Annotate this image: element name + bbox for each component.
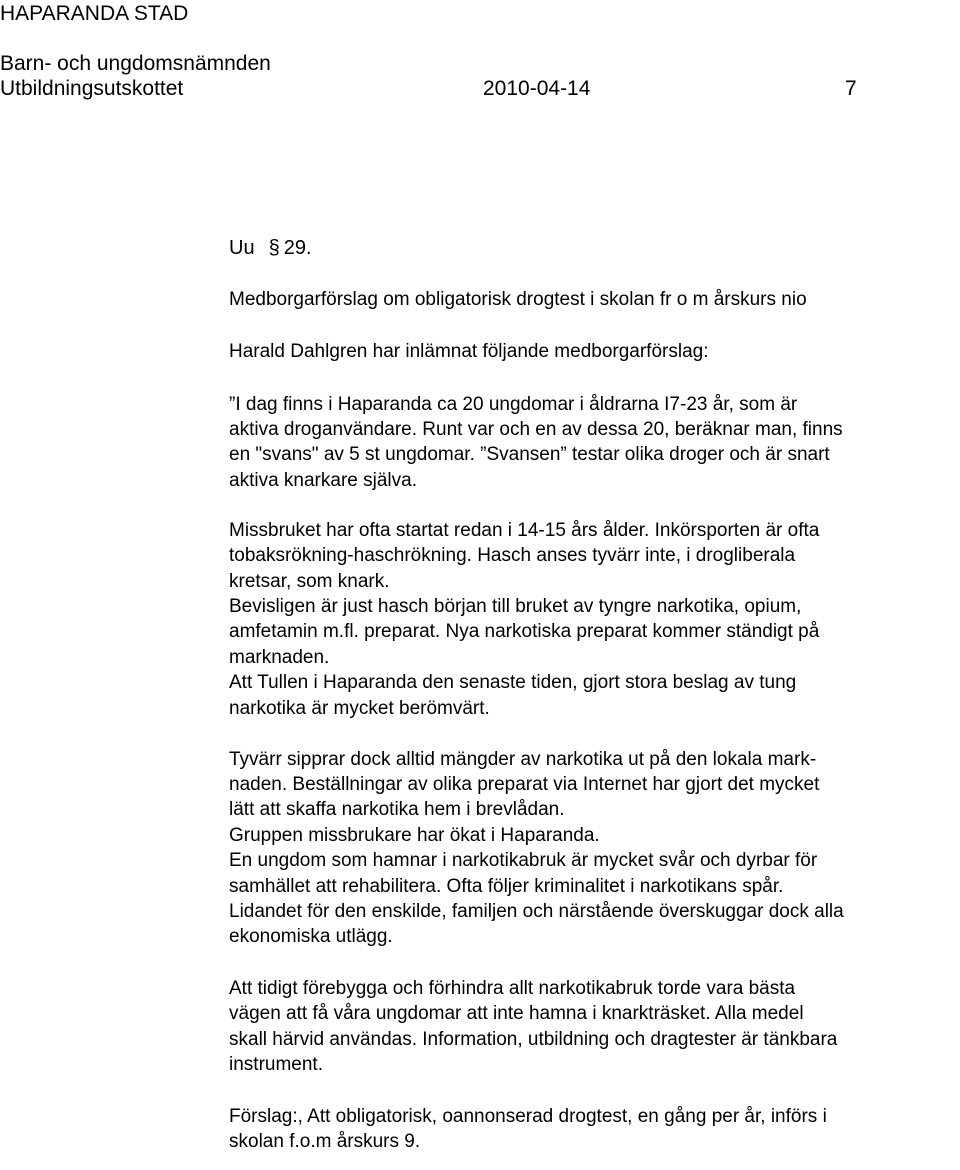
- paragraph-number: [229, 236, 312, 260]
- text-line: Missbruket har ofta startat redan i 14-15 års ålder. Inkörsporten är ofta: [229, 520, 820, 541]
- text-line: instrument.: [229, 1054, 323, 1075]
- text-line: En ungdom som hamnar i narkotikabruk är mycket svår och dyrbar för: [229, 850, 818, 871]
- text-line: amfetamin m.fl. preparat. Nya narkotiska preparat kommer ständigt på: [229, 621, 820, 642]
- subcommittee-name: Utbildningsutskottet: [0, 77, 184, 100]
- proposal-line: skolan f.o.m årskurs 9.: [229, 1131, 421, 1152]
- intro-line: Harald Dahlgren har inlämnat följande medborgarförslag:: [229, 341, 709, 362]
- text-line: Tyvärr sipprar dock alltid mängder av narkotika ut på den lokala mark-: [229, 749, 817, 770]
- text-line: Lidandet för den enskilde, familjen och närstående överskuggar dock alla: [229, 901, 844, 922]
- text-line: kretsar, som knark.: [229, 571, 390, 592]
- text-line: naden. Beställningar av olika preparat via Internet har gjort det mycket: [229, 774, 820, 795]
- document-title: Medborgarförslag om obligatorisk drogtest i skolan fr o m årskurs nio: [229, 289, 807, 310]
- paragraph-prefix: Uu: [229, 237, 255, 259]
- paragraph-number-value: 29.: [283, 237, 312, 259]
- text-line: lätt att skaffa narkotika hem i brevlådan.: [229, 799, 565, 820]
- proposal-line: Förslag:, Att obligatorisk, oannonserad drogtest, en gång per år, införs i: [229, 1106, 827, 1127]
- page-number: 7: [845, 77, 857, 100]
- text-line: Att Tullen i Haparanda den senaste tiden, gjort stora beslag av tung: [229, 672, 797, 693]
- text-line: narkotika är mycket berömvärt.: [229, 698, 490, 719]
- text-line: marknaden.: [229, 647, 330, 668]
- text-line: vägen att få våra ungdomar att inte hamna i knarkträsket. Alla medel: [229, 1003, 804, 1024]
- text-line: ekonomiska utlägg.: [229, 926, 393, 947]
- text-line: en "svans" av 5 st ungdomar. ”Svansen” testar olika droger och är snart: [229, 444, 830, 465]
- meeting-date: 2010-04-14: [483, 77, 591, 100]
- text-line: aktiva knarkare själva.: [229, 470, 417, 491]
- section-symbol: §: [268, 237, 280, 259]
- text-line: skall härvid användas. Information, utbildning och dragtester är tänkbara: [229, 1029, 838, 1050]
- text-line: aktiva droganvändare. Runt var och en av dessa 20, beräknar man, finns: [229, 419, 843, 440]
- text-line: Att tidigt förebygga och förhindra allt narkotikabruk torde vara bästa: [229, 978, 796, 999]
- text-line: tobaksrökning-haschrökning. Hasch anses tyvärr inte, i drogliberala: [229, 545, 796, 566]
- committee-name: Barn- och ungdomsnämnden: [0, 52, 271, 75]
- text-line: Gruppen missbrukare har ökat i Haparanda.: [229, 825, 600, 846]
- organization-name: HAPARANDA STAD: [0, 2, 189, 25]
- text-line: samhället att rehabilitera. Ofta följer kriminalitet i narkotikans spår.: [229, 876, 784, 897]
- text-line: Bevisligen är just hasch början till bruket av tyngre narkotika, opium,: [229, 596, 802, 617]
- text-line: ”I dag finns i Haparanda ca 20 ungdomar i åldrarna I7-23 år, som är: [229, 394, 798, 415]
